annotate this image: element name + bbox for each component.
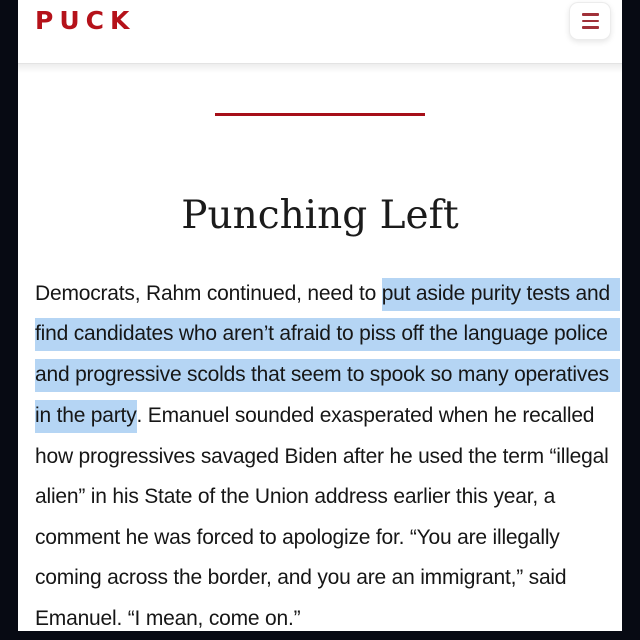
paragraph-line: [35, 558, 620, 599]
selected-text: and progressive scolds that seem to spook so many operatives: [35, 359, 620, 392]
menu-button[interactable]: [569, 2, 611, 40]
page-frame: [18, 0, 622, 631]
text-segment: alien” in his State of the Union address earlier this year, a: [35, 485, 556, 509]
paragraph-line: [35, 436, 620, 477]
hamburger-icon: [582, 20, 599, 23]
article-paragraph: [18, 274, 622, 631]
site-header: [18, 0, 622, 64]
paragraph-line: [35, 518, 620, 559]
puck-logo[interactable]: PUCK: [35, 6, 136, 35]
text-segment: Democrats, Rahm continued, need to: [35, 282, 382, 306]
text-segment: Emanuel. “I mean, come on.”: [35, 607, 301, 631]
hamburger-icon: [582, 26, 599, 29]
paragraph-line: [35, 396, 620, 437]
text-segment: . Emanuel sounded exasperated when he recalled: [136, 404, 595, 428]
paragraph-line: [35, 599, 620, 631]
text-segment: coming across the border, and you are an immigrant,” said: [35, 566, 567, 590]
paragraph-line: [35, 274, 620, 315]
text-segment: how progressives savaged Biden after he used the term “illegal: [35, 444, 609, 468]
selected-text: in the party: [35, 400, 137, 433]
paragraph-line: [35, 477, 620, 518]
hamburger-icon: [582, 13, 599, 16]
selected-text: find candidates who aren’t afraid to piss off the language police: [35, 318, 620, 351]
text-segment: comment he was forced to apologize for. “You are illegally: [35, 525, 560, 549]
selected-text: put aside purity tests and: [382, 278, 620, 311]
header-shadow: [18, 64, 622, 73]
article-title: Punching Left: [181, 193, 459, 238]
section-divider: [215, 113, 425, 116]
paragraph-line: [35, 355, 620, 396]
paragraph-line: [35, 315, 620, 356]
